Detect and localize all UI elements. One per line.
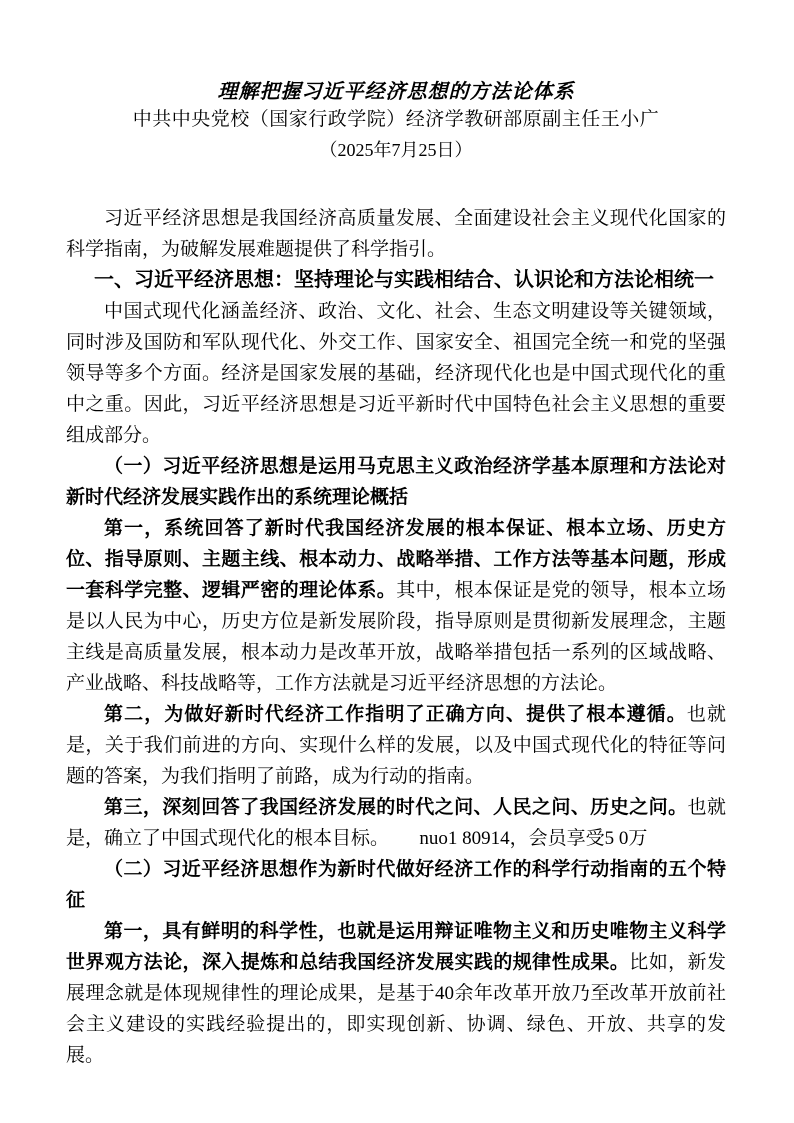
point-2-paragraph — [66, 699, 726, 792]
point-2-lead: 第二，为做好新时代经济工作指明了正确方向、提供了根本遵循。 — [104, 704, 687, 725]
overview-paragraph: 中国式现代化涵盖经济、政治、文化、社会、生态文明建设等关键领域，同时涉及国防和军队现代化、外交工作、国家安全、祖国完全统一和党的坚强领导等多个方面。经济是国家发展的基础，经济现代化也是中国式现代化的重中之重。因此，习近平经济思想是习近平新时代中国特色社会主义思想的重要组成部分。 — [66, 301, 726, 446]
watermark-text: nuo1 80914，会员享受5 0万 — [419, 828, 648, 849]
subsection-2-heading: （二）习近平经济思想作为新时代做好经济工作的科学行动指南的五个特征 — [66, 859, 726, 911]
intro-paragraph: 习近平经济思想是我国经济高质量发展、全面建设社会主义现代化国家的科学指南，为破解发展难题提供了科学指引。 — [66, 208, 726, 260]
subsection-1-heading: （一）习近平经济思想是运用马克思主义政治经济学基本原理和方法论对新时代经济发展实践作出的系统理论概括 — [66, 456, 726, 508]
feature-1-lead: 第一，具有鲜明的科学性，也就是运用辩证唯物主义和历史唯物主义科学世界观方法论，深入提炼和总结我国经济发展实践的规律性成果。 — [66, 921, 726, 973]
author-line: 中共中央党校（国家行政学院）经济学教研部原副主任王小广 — [132, 109, 660, 130]
point-3-paragraph — [66, 792, 726, 854]
point-1-rest: 其中，根本保证是党的领导，根本立场是以人民为中心，历史方位是新发展阶段，指导原则是贯彻新发展理念，主题主线是高质量发展，根本动力是改革开放，战略举措包括一系列的区域战略、产业战略、科技战略等，工作方法就是习近平经济思想的方法论。 — [66, 580, 726, 694]
point-3-lead: 第三，深刻回答了我国经济发展的时代之问、人民之问、历史之问。 — [104, 797, 688, 818]
doc-body — [66, 203, 726, 1071]
doc-header — [66, 78, 726, 165]
date-line: （2025年7月25日） — [319, 140, 473, 160]
doc-title: 理解把握习近平经济思想的方法论体系 — [217, 79, 575, 103]
point-3-rest: 也就是，确立了中国式现代化的根本目标。 — [66, 797, 726, 849]
point-1-lead: 第一，系统回答了新时代我国经济发展的根本保证、根本立场、历史方位、指导原则、主题主线、根本动力、战略举措、工作方法等基本问题，形成一套科学完整、逻辑严密的理论体系。 — [66, 518, 726, 601]
feature-1-rest: 比如，新发展理念就是体现规律性的理论成果，是基于40余年改革开放乃至改革开放前社会主义建设的实践经验提出的，即实现创新、协调、绿色、开放、共享的发展。 — [66, 952, 726, 1066]
section-1-heading: 一、习近平经济思想：坚持理论与实践相结合、认识论和方法论相统一 — [94, 269, 714, 291]
point-1-paragraph — [66, 513, 726, 699]
feature-1-paragraph — [66, 916, 726, 1071]
point-2-rest: 也就是，关于我们前进的方向、实现什么样的发展，以及中国式现代化的特征等问题的答案，为我们指明了前路，成为行动的指南。 — [66, 704, 726, 787]
